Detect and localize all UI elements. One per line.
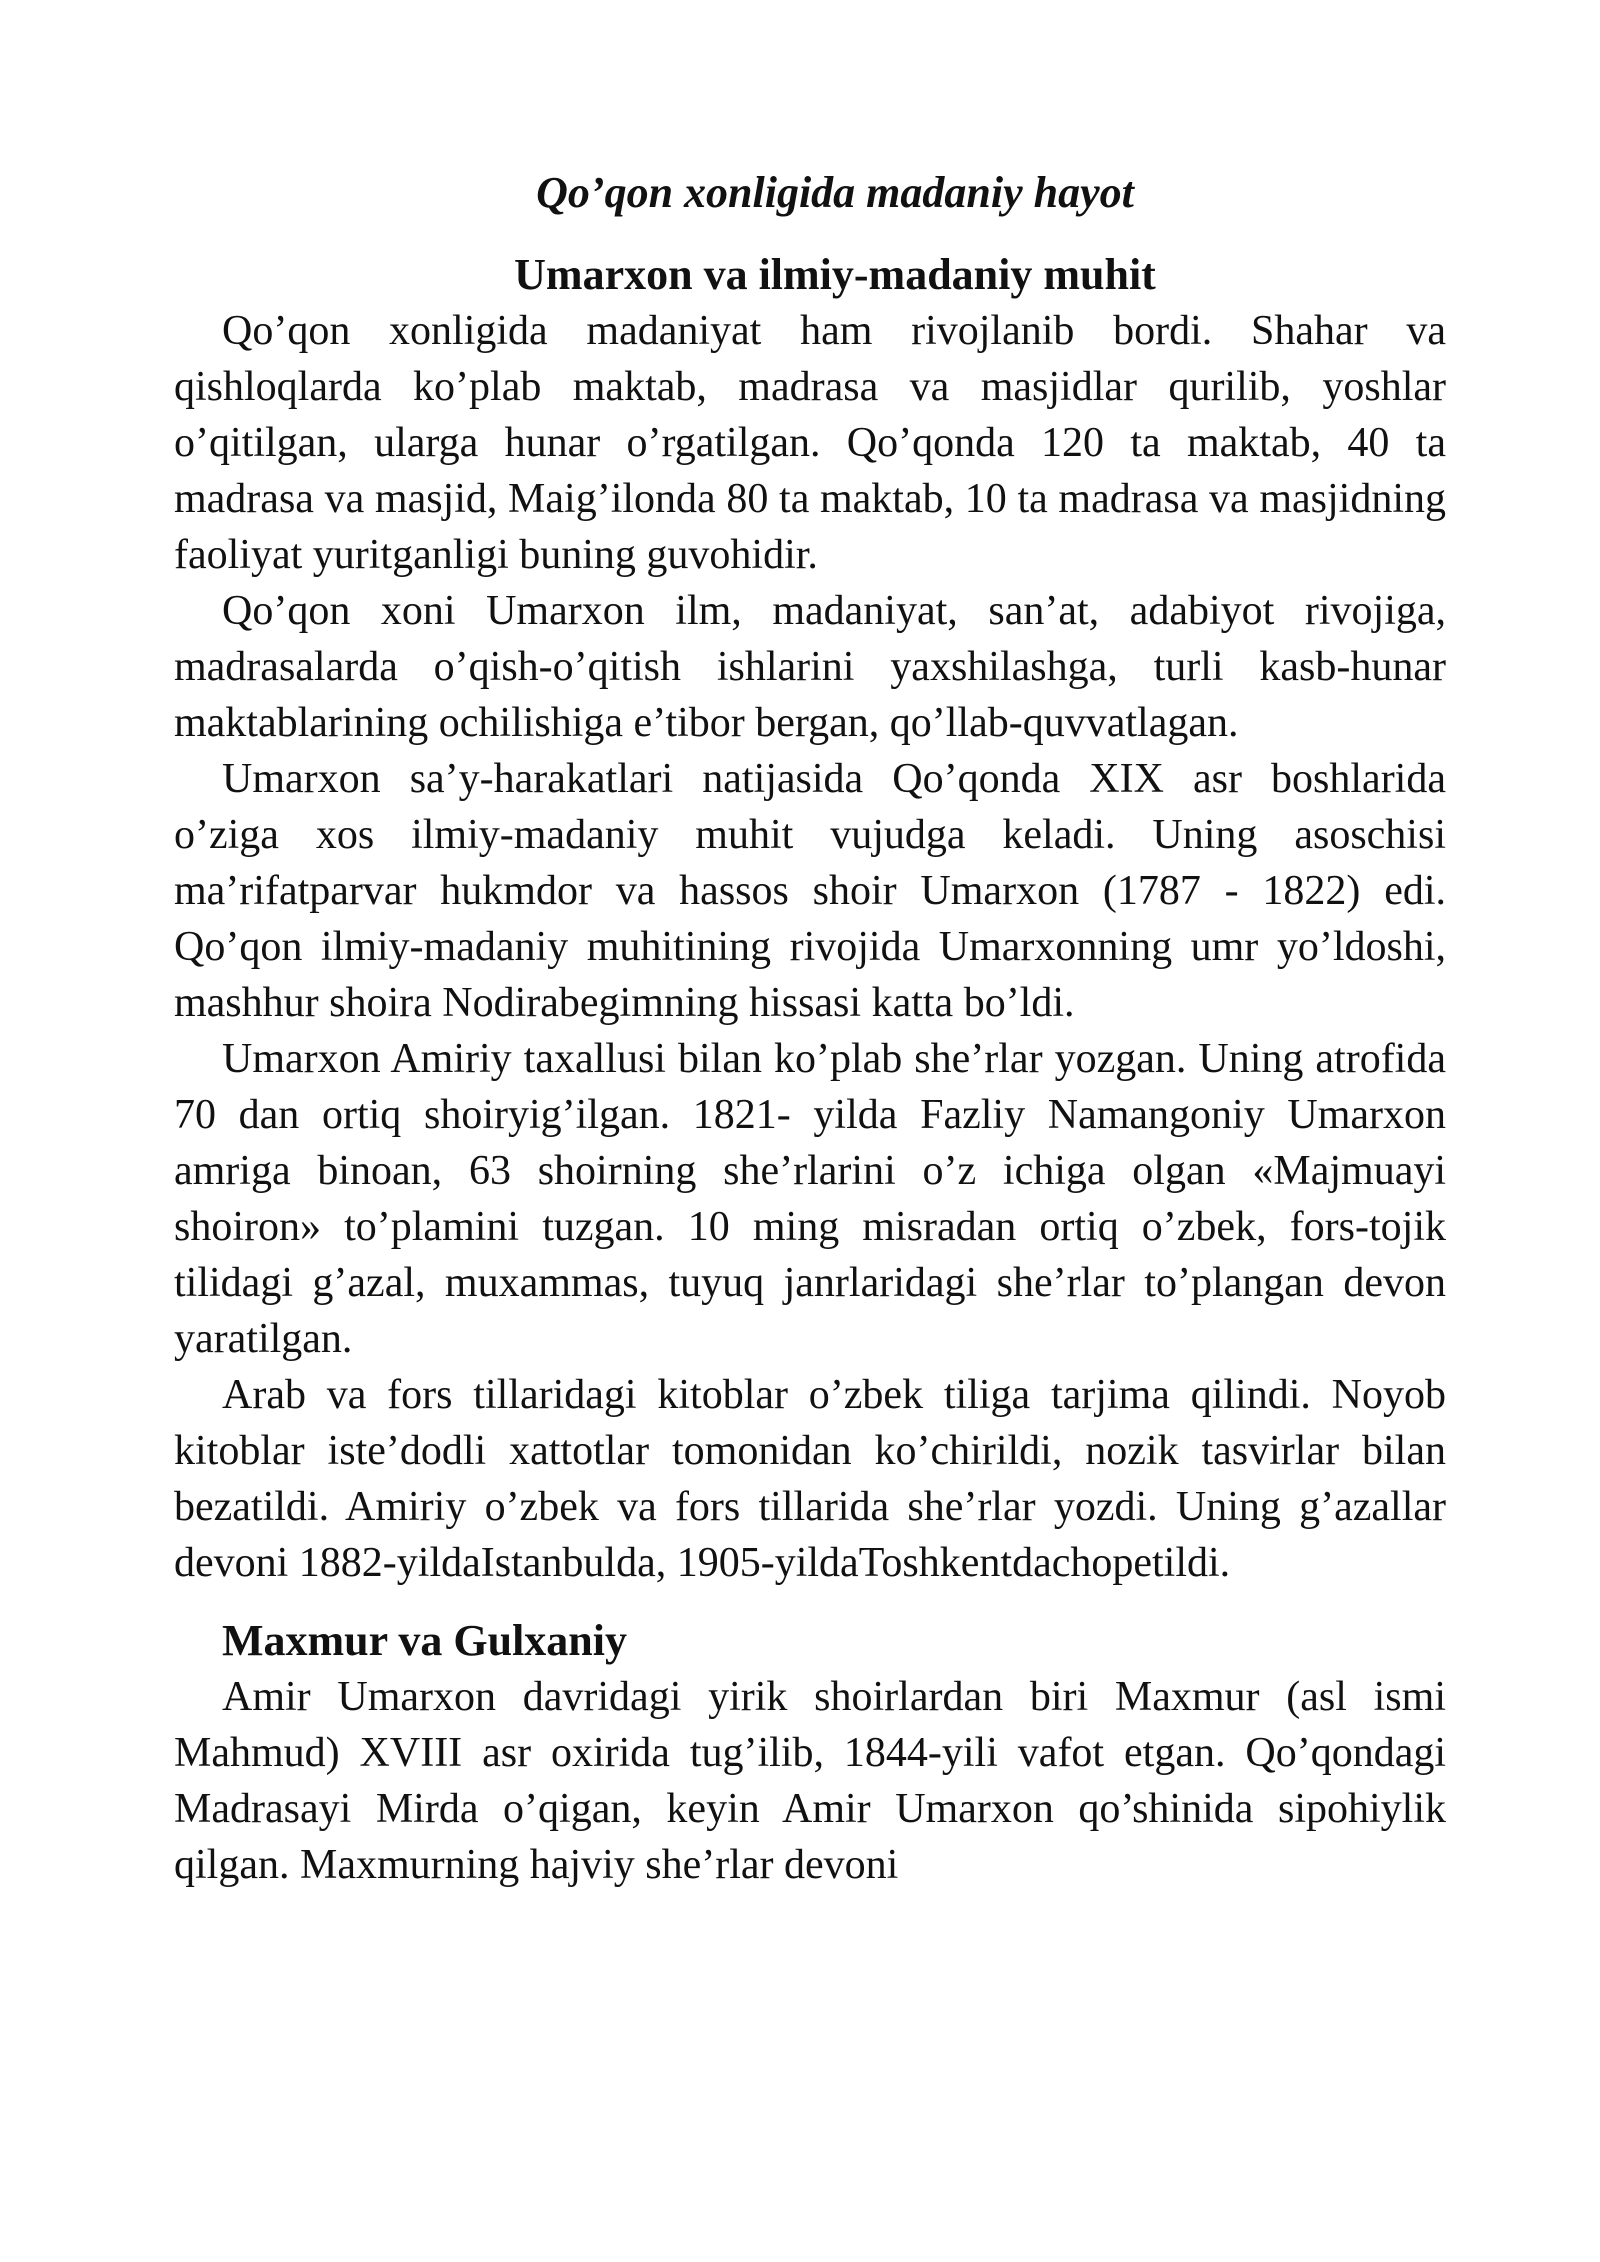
document-page <box>174 165 1446 1893</box>
document-title: Qo’qon xonligida madaniy hayot <box>536 168 1134 217</box>
paragraph: Amir Umarxon davridagi yirik shoirlardan biri Maxmur (asl ismi Mahmud) XVIII asr oxirida tug’ilib, 1844-yili vafot etgan. Qo’qondagi Madrasayi Mirda o’qigan, keyin Amir Umarxon qo’shinida sipohiylik qilgan. Maxmurning hajviy she’rlar devoni <box>174 1674 1446 1888</box>
section-heading-maxmur-gulxaniy: Maxmur va Gulxaniy <box>222 1616 628 1665</box>
paragraph: Qo’qon xonligida madaniyat ham rivojlanib bordi. Shahar va qishloqlarda ko’plab maktab, madrasa va masjidlar qurilib, yoshlar o’qitilgan, ularga hunar o’rgatilgan. Qo’qonda 120 ta maktab, 40 ta madrasa va masjid, Maig’ilonda 80 ta maktab, 10 ta madrasa va masjidning faoliyat yuritganligi buning guvohidir. <box>174 308 1446 578</box>
paragraph: Umarxon Amiriy taxallusi bilan ko’plab she’rlar yozgan. Uning atrofida 70 dan ortiq shoiryig’ilgan. 1821- yilda Fazliy Namangoniy Umarxon amriga binoan, 63 shoirning she’rlarini o’z ichiga olgan «Majmuayi shoiron» to’plamini tuzgan. 10 ming misradan ortiq o’zbek, fors-tojik tilidagi g’azal, muxammas, tuyuq janrlaridagi she’rlar to’plangan devon yaratilgan. <box>174 1036 1446 1362</box>
section-title-umarxon: Umarxon va ilmiy-madaniy muhit <box>514 250 1156 299</box>
paragraph: Qo’qon xoni Umarxon ilm, madaniyat, san’at, adabiyot rivojiga, madrasalarda o’qish-o’qitish ishlarini yaxshilashga, turli kasb-hunar maktablarining ochilishiga e’tibor bergan, qo’llab-quvvatlagan. <box>174 588 1446 746</box>
paragraph: Umarxon sa’y-harakatlari natijasida Qo’qonda XIX asr boshlarida o’ziga xos ilmiy-madaniy muhit vujudga keladi. Uning asoschisi ma’rifatparvar hukmdor va hassos shoir Umarxon (1787 - 1822) edi. Qo’qon ilmiy-madaniy muhitining rivojida Umarxonning umr yo’ldoshi, mashhur shoira Nodirabegimning hissasi katta bo’ldi. <box>174 756 1446 1026</box>
paragraph: Arab va fors tillaridagi kitoblar o’zbek tiliga tarjima qilindi. Noyob kitoblar iste’dodli xattotlar tomonidan ko’chirildi, nozik tasvirlar bilan bezatildi. Amiriy o’zbek va fors tillarida she’rlar yozdi. Uning g’azallar devoni 1882-yildaIstanbulda, 1905-yildaToshkentdachopetildi. <box>174 1372 1446 1586</box>
